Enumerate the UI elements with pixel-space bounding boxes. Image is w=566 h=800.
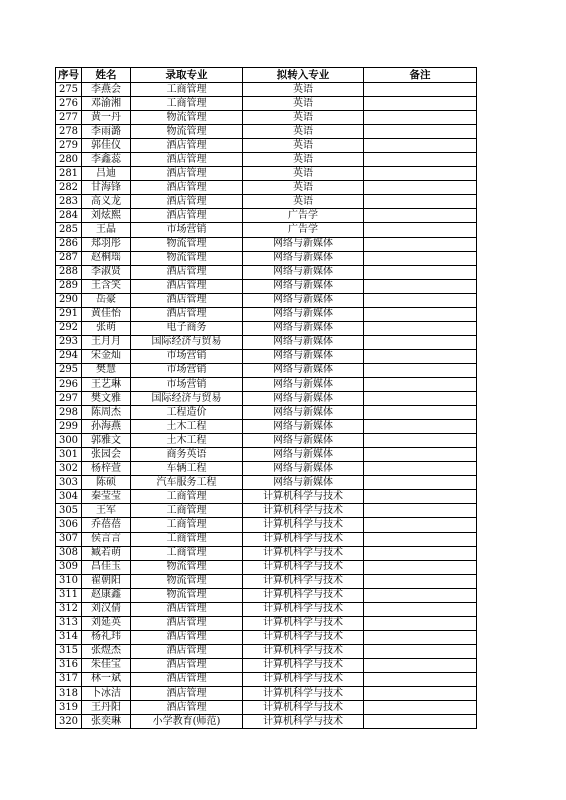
table-row bbox=[56, 602, 477, 616]
table-row bbox=[56, 434, 477, 448]
cell-serial-number: 318 bbox=[56, 687, 82, 701]
cell-remarks bbox=[364, 139, 477, 153]
table-row bbox=[56, 153, 477, 167]
cell-name: 樊慧 bbox=[82, 363, 131, 377]
cell-remarks bbox=[364, 462, 477, 476]
cell-serial-number: 301 bbox=[56, 448, 82, 462]
cell-admitted-major: 工商管理 bbox=[131, 490, 243, 504]
table-row bbox=[56, 658, 477, 672]
cell-serial-number: 314 bbox=[56, 630, 82, 644]
cell-serial-number: 309 bbox=[56, 560, 82, 574]
table-row bbox=[56, 687, 477, 701]
cell-remarks bbox=[364, 195, 477, 209]
table-row bbox=[56, 420, 477, 434]
cell-remarks bbox=[364, 701, 477, 715]
cell-admitted-major: 物流管理 bbox=[131, 560, 243, 574]
cell-name: 臧若萌 bbox=[82, 546, 131, 560]
cell-serial-number: 295 bbox=[56, 363, 82, 377]
cell-serial-number: 293 bbox=[56, 335, 82, 349]
cell-target-major: 英语 bbox=[243, 139, 364, 153]
table-row bbox=[56, 209, 477, 223]
cell-admitted-major: 土木工程 bbox=[131, 420, 243, 434]
cell-admitted-major: 酒店管理 bbox=[131, 181, 243, 195]
cell-target-major: 英语 bbox=[243, 153, 364, 167]
cell-admitted-major: 酒店管理 bbox=[131, 644, 243, 658]
cell-serial-number: 304 bbox=[56, 490, 82, 504]
header-name: 姓名 bbox=[82, 68, 131, 83]
cell-serial-number: 280 bbox=[56, 153, 82, 167]
cell-remarks bbox=[364, 687, 477, 701]
table-row bbox=[56, 518, 477, 532]
cell-name: 张煜杰 bbox=[82, 644, 131, 658]
cell-admitted-major: 酒店管理 bbox=[131, 602, 243, 616]
cell-admitted-major: 物流管理 bbox=[131, 251, 243, 265]
cell-serial-number: 302 bbox=[56, 462, 82, 476]
cell-remarks bbox=[364, 602, 477, 616]
cell-remarks bbox=[364, 223, 477, 237]
cell-remarks bbox=[364, 392, 477, 406]
cell-admitted-major: 工商管理 bbox=[131, 546, 243, 560]
cell-serial-number: 316 bbox=[56, 658, 82, 672]
cell-target-major: 网络与新媒体 bbox=[243, 434, 364, 448]
cell-target-major: 计算机科学与技术 bbox=[243, 546, 364, 560]
cell-remarks bbox=[364, 83, 477, 97]
cell-name: 高义龙 bbox=[82, 195, 131, 209]
cell-target-major: 计算机科学与技术 bbox=[243, 715, 364, 729]
cell-target-major: 英语 bbox=[243, 195, 364, 209]
cell-name: 孙海燕 bbox=[82, 420, 131, 434]
cell-target-major: 广告学 bbox=[243, 223, 364, 237]
table-row bbox=[56, 672, 477, 686]
table-row bbox=[56, 392, 477, 406]
cell-name: 黄一丹 bbox=[82, 111, 131, 125]
table-row bbox=[56, 125, 477, 139]
cell-admitted-major: 小学教育(师范) bbox=[131, 715, 243, 729]
cell-serial-number: 310 bbox=[56, 574, 82, 588]
cell-remarks bbox=[364, 111, 477, 125]
cell-name: 张园会 bbox=[82, 448, 131, 462]
cell-target-major: 计算机科学与技术 bbox=[243, 588, 364, 602]
cell-serial-number: 312 bbox=[56, 602, 82, 616]
header-remarks: 备注 bbox=[364, 68, 477, 83]
cell-remarks bbox=[364, 406, 477, 420]
cell-serial-number: 277 bbox=[56, 111, 82, 125]
cell-admitted-major: 土木工程 bbox=[131, 434, 243, 448]
cell-target-major: 计算机科学与技术 bbox=[243, 672, 364, 686]
cell-remarks bbox=[364, 153, 477, 167]
table-row bbox=[56, 644, 477, 658]
table-row bbox=[56, 181, 477, 195]
cell-target-major: 网络与新媒体 bbox=[243, 321, 364, 335]
cell-admitted-major: 国际经济与贸易 bbox=[131, 392, 243, 406]
cell-target-major: 英语 bbox=[243, 97, 364, 111]
cell-remarks bbox=[364, 251, 477, 265]
cell-name: 刘延英 bbox=[82, 616, 131, 630]
table-row bbox=[56, 406, 477, 420]
cell-name: 郑羽彤 bbox=[82, 237, 131, 251]
cell-admitted-major: 酒店管理 bbox=[131, 209, 243, 223]
cell-name: 侯言言 bbox=[82, 532, 131, 546]
cell-name: 卜冰洁 bbox=[82, 687, 131, 701]
header-admitted-major: 录取专业 bbox=[131, 68, 243, 83]
table-row bbox=[56, 195, 477, 209]
cell-target-major: 英语 bbox=[243, 83, 364, 97]
cell-serial-number: 303 bbox=[56, 476, 82, 490]
cell-name: 黄佳怡 bbox=[82, 307, 131, 321]
cell-serial-number: 278 bbox=[56, 125, 82, 139]
cell-remarks bbox=[364, 658, 477, 672]
cell-serial-number: 317 bbox=[56, 672, 82, 686]
table-row bbox=[56, 363, 477, 377]
cell-remarks bbox=[364, 321, 477, 335]
cell-remarks bbox=[364, 237, 477, 251]
cell-serial-number: 297 bbox=[56, 392, 82, 406]
cell-admitted-major: 酒店管理 bbox=[131, 672, 243, 686]
table-row bbox=[56, 139, 477, 153]
cell-target-major: 英语 bbox=[243, 125, 364, 139]
cell-admitted-major: 汽车服务工程 bbox=[131, 476, 243, 490]
table-row bbox=[56, 251, 477, 265]
cell-serial-number: 283 bbox=[56, 195, 82, 209]
table-row bbox=[56, 715, 477, 729]
cell-remarks bbox=[364, 448, 477, 462]
transfer-list-table bbox=[55, 67, 477, 729]
cell-target-major: 计算机科学与技术 bbox=[243, 504, 364, 518]
cell-target-major: 计算机科学与技术 bbox=[243, 518, 364, 532]
cell-name: 郭佳仪 bbox=[82, 139, 131, 153]
cell-admitted-major: 物流管理 bbox=[131, 125, 243, 139]
cell-serial-number: 291 bbox=[56, 307, 82, 321]
cell-admitted-major: 市场营销 bbox=[131, 377, 243, 391]
cell-admitted-major: 工商管理 bbox=[131, 518, 243, 532]
cell-remarks bbox=[364, 672, 477, 686]
cell-name: 杨梓萱 bbox=[82, 462, 131, 476]
cell-admitted-major: 物流管理 bbox=[131, 237, 243, 251]
cell-name: 李雨潞 bbox=[82, 125, 131, 139]
cell-admitted-major: 酒店管理 bbox=[131, 265, 243, 279]
cell-target-major: 计算机科学与技术 bbox=[243, 701, 364, 715]
cell-remarks bbox=[364, 293, 477, 307]
cell-serial-number: 284 bbox=[56, 209, 82, 223]
cell-target-major: 网络与新媒体 bbox=[243, 349, 364, 363]
cell-target-major: 网络与新媒体 bbox=[243, 279, 364, 293]
cell-name: 王月月 bbox=[82, 335, 131, 349]
cell-serial-number: 294 bbox=[56, 349, 82, 363]
cell-remarks bbox=[364, 588, 477, 602]
cell-target-major: 网络与新媒体 bbox=[243, 392, 364, 406]
cell-remarks bbox=[364, 546, 477, 560]
cell-remarks bbox=[364, 209, 477, 223]
cell-remarks bbox=[364, 715, 477, 729]
cell-remarks bbox=[364, 574, 477, 588]
cell-admitted-major: 酒店管理 bbox=[131, 139, 243, 153]
cell-remarks bbox=[364, 560, 477, 574]
cell-target-major: 网络与新媒体 bbox=[243, 462, 364, 476]
cell-target-major: 网络与新媒体 bbox=[243, 335, 364, 349]
cell-serial-number: 308 bbox=[56, 546, 82, 560]
cell-serial-number: 307 bbox=[56, 532, 82, 546]
cell-remarks bbox=[364, 279, 477, 293]
cell-target-major: 英语 bbox=[243, 111, 364, 125]
cell-remarks bbox=[364, 167, 477, 181]
cell-name: 张奕琳 bbox=[82, 715, 131, 729]
cell-admitted-major: 市场营销 bbox=[131, 223, 243, 237]
cell-target-major: 网络与新媒体 bbox=[243, 420, 364, 434]
cell-admitted-major: 酒店管理 bbox=[131, 293, 243, 307]
table-row bbox=[56, 307, 477, 321]
cell-admitted-major: 工商管理 bbox=[131, 532, 243, 546]
cell-remarks bbox=[364, 97, 477, 111]
cell-remarks bbox=[364, 125, 477, 139]
cell-target-major: 计算机科学与技术 bbox=[243, 602, 364, 616]
cell-serial-number: 288 bbox=[56, 265, 82, 279]
header-target-major: 拟转入专业 bbox=[243, 68, 364, 83]
cell-target-major: 计算机科学与技术 bbox=[243, 687, 364, 701]
cell-target-major: 计算机科学与技术 bbox=[243, 574, 364, 588]
cell-target-major: 网络与新媒体 bbox=[243, 363, 364, 377]
cell-admitted-major: 酒店管理 bbox=[131, 195, 243, 209]
cell-admitted-major: 酒店管理 bbox=[131, 167, 243, 181]
cell-admitted-major: 酒店管理 bbox=[131, 630, 243, 644]
cell-name: 王含笑 bbox=[82, 279, 131, 293]
cell-name: 秦莹莹 bbox=[82, 490, 131, 504]
cell-target-major: 计算机科学与技术 bbox=[243, 490, 364, 504]
cell-name: 宋金灿 bbox=[82, 349, 131, 363]
table-row bbox=[56, 560, 477, 574]
cell-target-major: 计算机科学与技术 bbox=[243, 616, 364, 630]
cell-name: 赵桐瑶 bbox=[82, 251, 131, 265]
cell-remarks bbox=[364, 420, 477, 434]
table-row bbox=[56, 167, 477, 181]
cell-serial-number: 275 bbox=[56, 83, 82, 97]
cell-admitted-major: 酒店管理 bbox=[131, 701, 243, 715]
table-row bbox=[56, 616, 477, 630]
cell-name: 邓渝湘 bbox=[82, 97, 131, 111]
cell-name: 李燕会 bbox=[82, 83, 131, 97]
cell-admitted-major: 工商管理 bbox=[131, 83, 243, 97]
table-row bbox=[56, 83, 477, 97]
cell-admitted-major: 酒店管理 bbox=[131, 687, 243, 701]
table-row bbox=[56, 504, 477, 518]
cell-target-major: 计算机科学与技术 bbox=[243, 644, 364, 658]
cell-serial-number: 286 bbox=[56, 237, 82, 251]
cell-serial-number: 287 bbox=[56, 251, 82, 265]
table-row bbox=[56, 574, 477, 588]
cell-remarks bbox=[364, 644, 477, 658]
table-row bbox=[56, 701, 477, 715]
cell-name: 王晶 bbox=[82, 223, 131, 237]
table-row bbox=[56, 335, 477, 349]
cell-target-major: 网络与新媒体 bbox=[243, 377, 364, 391]
cell-serial-number: 320 bbox=[56, 715, 82, 729]
table-row bbox=[56, 223, 477, 237]
cell-admitted-major: 电子商务 bbox=[131, 321, 243, 335]
cell-target-major: 计算机科学与技术 bbox=[243, 630, 364, 644]
cell-target-major: 计算机科学与技术 bbox=[243, 658, 364, 672]
cell-name: 林一斌 bbox=[82, 672, 131, 686]
cell-target-major: 英语 bbox=[243, 181, 364, 195]
cell-name: 王丹阳 bbox=[82, 701, 131, 715]
cell-serial-number: 300 bbox=[56, 434, 82, 448]
cell-admitted-major: 国际经济与贸易 bbox=[131, 335, 243, 349]
cell-remarks bbox=[364, 181, 477, 195]
table-row bbox=[56, 476, 477, 490]
cell-name: 刘炫熙 bbox=[82, 209, 131, 223]
cell-admitted-major: 物流管理 bbox=[131, 588, 243, 602]
cell-name: 郭雅文 bbox=[82, 434, 131, 448]
cell-name: 杨礼玮 bbox=[82, 630, 131, 644]
cell-remarks bbox=[364, 335, 477, 349]
cell-serial-number: 296 bbox=[56, 377, 82, 391]
cell-admitted-major: 物流管理 bbox=[131, 574, 243, 588]
cell-name: 李淑贤 bbox=[82, 265, 131, 279]
table-row bbox=[56, 97, 477, 111]
cell-remarks bbox=[364, 504, 477, 518]
cell-admitted-major: 车辆工程 bbox=[131, 462, 243, 476]
cell-remarks bbox=[364, 616, 477, 630]
cell-admitted-major: 酒店管理 bbox=[131, 279, 243, 293]
cell-target-major: 广告学 bbox=[243, 209, 364, 223]
cell-serial-number: 290 bbox=[56, 293, 82, 307]
cell-remarks bbox=[364, 434, 477, 448]
cell-admitted-major: 物流管理 bbox=[131, 111, 243, 125]
cell-serial-number: 282 bbox=[56, 181, 82, 195]
cell-name: 陈硕 bbox=[82, 476, 131, 490]
cell-name: 朱佳宝 bbox=[82, 658, 131, 672]
cell-name: 岳豪 bbox=[82, 293, 131, 307]
cell-target-major: 网络与新媒体 bbox=[243, 265, 364, 279]
cell-admitted-major: 酒店管理 bbox=[131, 616, 243, 630]
cell-target-major: 网络与新媒体 bbox=[243, 448, 364, 462]
cell-serial-number: 315 bbox=[56, 644, 82, 658]
cell-remarks bbox=[364, 349, 477, 363]
cell-admitted-major: 酒店管理 bbox=[131, 658, 243, 672]
table-row bbox=[56, 279, 477, 293]
cell-target-major: 网络与新媒体 bbox=[243, 476, 364, 490]
cell-name: 陈周杰 bbox=[82, 406, 131, 420]
table-row bbox=[56, 265, 477, 279]
cell-admitted-major: 市场营销 bbox=[131, 349, 243, 363]
table-row bbox=[56, 293, 477, 307]
cell-remarks bbox=[364, 363, 477, 377]
cell-remarks bbox=[364, 265, 477, 279]
cell-admitted-major: 酒店管理 bbox=[131, 153, 243, 167]
cell-target-major: 网络与新媒体 bbox=[243, 307, 364, 321]
cell-serial-number: 279 bbox=[56, 139, 82, 153]
cell-name: 樊文雅 bbox=[82, 392, 131, 406]
cell-serial-number: 305 bbox=[56, 504, 82, 518]
cell-serial-number: 306 bbox=[56, 518, 82, 532]
cell-target-major: 网络与新媒体 bbox=[243, 251, 364, 265]
cell-serial-number: 299 bbox=[56, 420, 82, 434]
cell-name: 李鑫蕊 bbox=[82, 153, 131, 167]
table-row bbox=[56, 630, 477, 644]
table-row bbox=[56, 377, 477, 391]
cell-name: 刘汉倩 bbox=[82, 602, 131, 616]
cell-name: 张萌 bbox=[82, 321, 131, 335]
table-row bbox=[56, 111, 477, 125]
cell-admitted-major: 工商管理 bbox=[131, 97, 243, 111]
cell-serial-number: 276 bbox=[56, 97, 82, 111]
cell-target-major: 计算机科学与技术 bbox=[243, 560, 364, 574]
cell-remarks bbox=[364, 518, 477, 532]
table-row bbox=[56, 462, 477, 476]
cell-admitted-major: 市场营销 bbox=[131, 363, 243, 377]
cell-serial-number: 292 bbox=[56, 321, 82, 335]
table-body bbox=[56, 83, 477, 729]
table-row bbox=[56, 448, 477, 462]
cell-admitted-major: 酒店管理 bbox=[131, 307, 243, 321]
cell-target-major: 网络与新媒体 bbox=[243, 293, 364, 307]
cell-serial-number: 311 bbox=[56, 588, 82, 602]
cell-name: 甘海锋 bbox=[82, 181, 131, 195]
cell-name: 王艺琳 bbox=[82, 377, 131, 391]
table-row bbox=[56, 349, 477, 363]
cell-admitted-major: 工商管理 bbox=[131, 504, 243, 518]
cell-name: 翟朝阳 bbox=[82, 574, 131, 588]
cell-target-major: 网络与新媒体 bbox=[243, 237, 364, 251]
cell-serial-number: 281 bbox=[56, 167, 82, 181]
table-row bbox=[56, 237, 477, 251]
cell-remarks bbox=[364, 630, 477, 644]
table-row bbox=[56, 532, 477, 546]
cell-target-major: 英语 bbox=[243, 167, 364, 181]
cell-serial-number: 298 bbox=[56, 406, 82, 420]
table-header-row bbox=[56, 68, 477, 83]
cell-name: 赵康鑫 bbox=[82, 588, 131, 602]
cell-remarks bbox=[364, 490, 477, 504]
cell-target-major: 网络与新媒体 bbox=[243, 406, 364, 420]
table-row bbox=[56, 490, 477, 504]
cell-name: 吕迪 bbox=[82, 167, 131, 181]
cell-serial-number: 319 bbox=[56, 701, 82, 715]
cell-admitted-major: 工程造价 bbox=[131, 406, 243, 420]
cell-name: 昌佳玉 bbox=[82, 560, 131, 574]
table-row bbox=[56, 546, 477, 560]
cell-remarks bbox=[364, 532, 477, 546]
cell-serial-number: 313 bbox=[56, 616, 82, 630]
cell-target-major: 计算机科学与技术 bbox=[243, 532, 364, 546]
cell-remarks bbox=[364, 307, 477, 321]
cell-serial-number: 289 bbox=[56, 279, 82, 293]
cell-remarks bbox=[364, 377, 477, 391]
cell-name: 乔蓓蓓 bbox=[82, 518, 131, 532]
header-serial-number: 序号 bbox=[56, 68, 82, 83]
cell-remarks bbox=[364, 476, 477, 490]
table-row bbox=[56, 588, 477, 602]
cell-admitted-major: 商务英语 bbox=[131, 448, 243, 462]
cell-name: 王军 bbox=[82, 504, 131, 518]
table-row bbox=[56, 321, 477, 335]
cell-serial-number: 285 bbox=[56, 223, 82, 237]
